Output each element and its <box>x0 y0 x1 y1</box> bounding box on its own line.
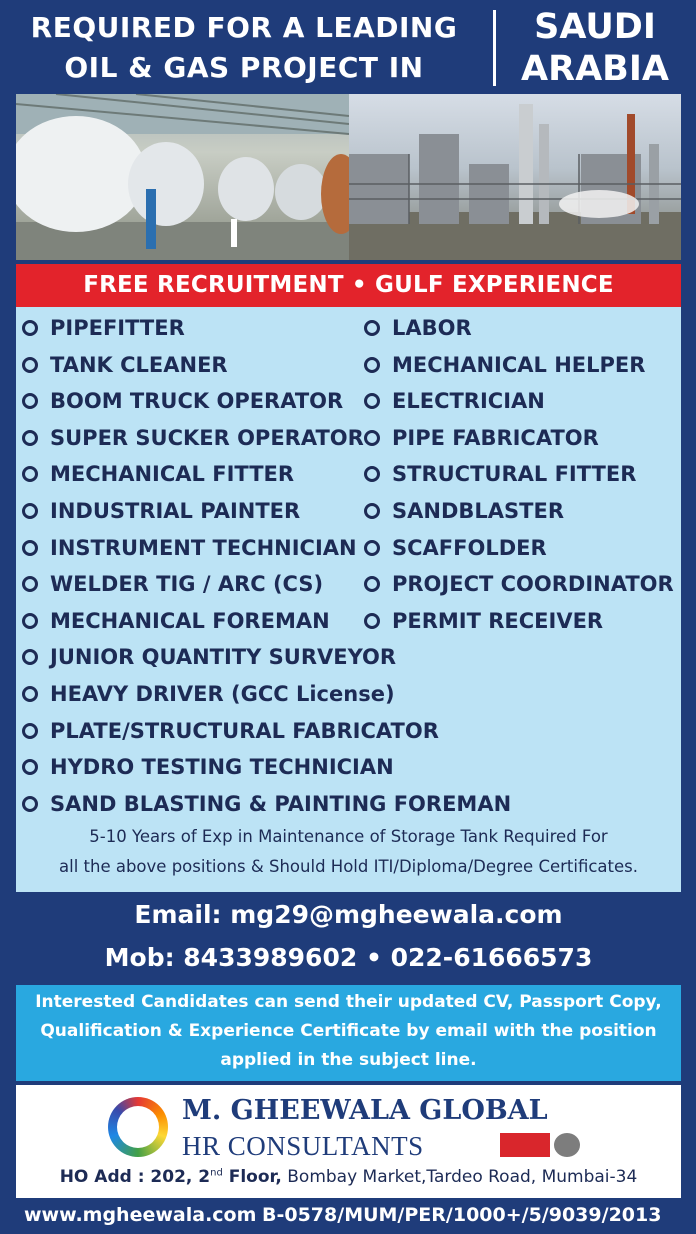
website-link[interactable]: www.mgheewala.com <box>24 1204 257 1226</box>
bullet-icon <box>22 649 38 665</box>
job-title: PROJECT COORDINATOR <box>392 572 674 597</box>
bullet-icon <box>364 430 380 446</box>
job-title: HEAVY DRIVER (GCC License) <box>50 682 395 706</box>
bullet-icon <box>22 576 38 592</box>
company-subtitle: HR CONSULTANTS <box>182 1131 424 1161</box>
bullet-icon <box>22 430 38 446</box>
bullet-icon <box>364 613 380 629</box>
application-instructions <box>16 985 681 1081</box>
job-title: HYDRO TESTING TECHNICIAN <box>50 755 394 780</box>
company-logo-icon <box>108 1097 168 1157</box>
headline-line-2: OIL & GAS PROJECT IN <box>64 51 424 84</box>
company-name: M. GHEEWALA GLOBAL <box>182 1095 548 1126</box>
job-list <box>16 307 681 892</box>
address-street: Bombay Market,Tardeo Road, Mumbai-34 <box>281 1167 638 1187</box>
job-item <box>364 493 564 529</box>
bullet-icon <box>364 320 380 336</box>
address-floor: Floor, <box>222 1167 282 1187</box>
bullet-icon <box>22 320 38 336</box>
job-title: TANK CLEANER <box>50 352 228 377</box>
job-title: JUNIOR QUANTITY SURVEYOR <box>50 645 397 670</box>
experience-note-line-1: 5-10 Years of Exp in Maintenance of Storage Tank Required For <box>89 827 608 846</box>
email-line[interactable]: Email: mg29@mgheewala.com <box>134 900 563 929</box>
job-title: ELECTRICIAN <box>392 389 545 414</box>
job-item <box>22 603 330 639</box>
job-item <box>22 420 364 456</box>
bullet-icon <box>364 576 380 592</box>
job-title: INDUSTRIAL PAINTER <box>50 499 301 523</box>
address-ordinal: nd <box>210 1167 223 1179</box>
job-item <box>22 566 323 602</box>
job-item <box>22 676 395 712</box>
requirements-banner: FREE RECRUITMENT • GULF EXPERIENCE <box>16 264 681 307</box>
bullet-icon <box>364 503 380 519</box>
mobile-line[interactable]: Mob: 8433989602 • 022-61666573 <box>104 943 593 972</box>
job-item <box>22 493 300 529</box>
experience-note <box>16 822 681 882</box>
experience-note-line-2: all the above positions & Should Hold ITI/Diploma/Degree Certificates. <box>59 857 638 876</box>
job-title: MECHANICAL FITTER <box>50 462 295 487</box>
country-line-2: ARABIA <box>521 49 669 89</box>
job-title: PLATE/STRUCTURAL FABRICATOR <box>50 718 439 743</box>
job-item <box>364 383 545 419</box>
bullet-icon <box>22 613 38 629</box>
head-office-address <box>16 1167 681 1187</box>
job-item <box>364 420 599 456</box>
bureau-veritas-mark-icon <box>500 1133 550 1157</box>
bullet-icon <box>364 466 380 482</box>
refinery-photo <box>349 94 681 260</box>
bullet-icon <box>22 466 38 482</box>
job-title: MECHANICAL HELPER <box>392 352 646 377</box>
job-item <box>22 786 511 822</box>
job-item <box>364 530 547 566</box>
job-title: LABOR <box>392 316 472 340</box>
bullet-icon <box>22 759 38 775</box>
bullet-icon <box>364 357 380 373</box>
apply-line-1: Interested Candidates can send their updated CV, Passport Copy, <box>35 992 662 1012</box>
job-item <box>22 530 357 566</box>
job-item <box>364 347 645 383</box>
bullet-icon <box>22 686 38 702</box>
bullet-icon <box>22 357 38 373</box>
job-title: SAND BLASTING & PAINTING FOREMAN <box>50 791 512 816</box>
storage-tanks-photo <box>16 94 349 260</box>
job-title: SUPER SUCKER OPERATOR <box>50 425 364 450</box>
photo-strip <box>16 94 681 260</box>
job-item <box>22 713 439 749</box>
job-item <box>22 456 294 492</box>
job-title: PIPE FABRICATOR <box>392 425 599 450</box>
job-title: SANDBLASTER <box>392 499 564 523</box>
headline-line-1: REQUIRED FOR A LEADING <box>30 11 458 44</box>
bullet-icon <box>22 503 38 519</box>
job-item <box>364 603 603 639</box>
license-number: B-0578/MUM/PER/1000+/5/9039/2013 <box>262 1204 662 1226</box>
bullet-icon <box>364 540 380 556</box>
country <box>505 6 685 90</box>
address-prefix: HO Add : 202, 2 <box>59 1167 211 1187</box>
bullet-icon <box>22 393 38 409</box>
apply-line-2: Qualification & Experience Certificate by email with the position <box>40 1021 657 1041</box>
bullet-icon <box>22 723 38 739</box>
bullet-icon <box>22 796 38 812</box>
job-title: WELDER TIG / ARC (CS) <box>50 572 324 597</box>
job-item <box>22 347 228 383</box>
headline <box>8 8 480 88</box>
job-title: BOOM TRUCK OPERATOR <box>50 389 344 414</box>
job-title: PERMIT RECEIVER <box>392 608 604 633</box>
job-item <box>22 749 394 785</box>
certification-seal-icon <box>554 1133 580 1157</box>
job-item <box>22 310 185 346</box>
header-divider <box>493 10 496 86</box>
country-line-1: SAUDI <box>534 7 656 47</box>
certification-badge-icon <box>500 1133 582 1157</box>
bullet-icon <box>364 393 380 409</box>
job-title: PIPEFITTER <box>50 316 185 340</box>
bullet-icon <box>22 540 38 556</box>
job-title: MECHANICAL FOREMAN <box>50 608 330 633</box>
company-block <box>16 1085 681 1198</box>
contact-block <box>16 898 681 980</box>
job-title: STRUCTURAL FITTER <box>392 462 637 487</box>
apply-line-3: applied in the subject line. <box>220 1050 477 1070</box>
footer <box>0 1198 696 1234</box>
job-title: INSTRUMENT TECHNICIAN <box>50 535 357 560</box>
job-item <box>364 566 674 602</box>
job-title: SCAFFOLDER <box>392 535 547 560</box>
header <box>0 0 696 92</box>
job-item <box>22 383 343 419</box>
job-item <box>364 310 472 346</box>
job-item <box>364 456 636 492</box>
job-item <box>22 639 396 675</box>
